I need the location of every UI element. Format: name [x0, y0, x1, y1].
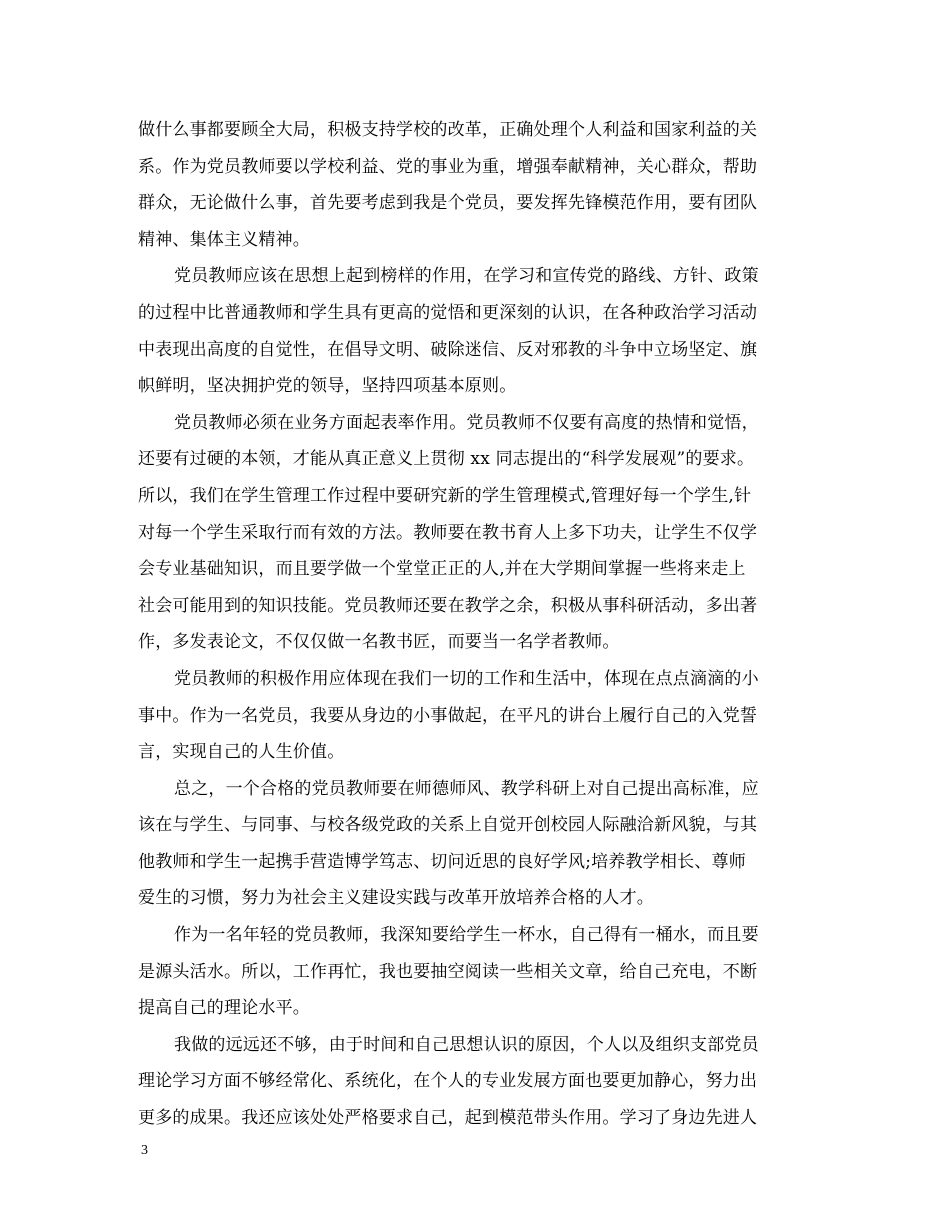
text-line: 言，实现自己的人生价值。	[138, 742, 345, 763]
text-line: 会专业基础知识，而且要学做一个堂堂正正的人,并在大学期间掌握一些将来走上	[138, 559, 746, 580]
text-line: 帜鲜明，坚决拥护党的领导，坚持四项基本原则。	[138, 376, 517, 397]
text-line: 还要有过硬的本领，才能从真正意义上贯彻 xx 同志提出的“科学发展观”的要求。	[138, 449, 755, 470]
text-line: 该在与学生、与同事、与校各级党政的关系上自觉开创校园人际融洽新风貌，与其	[138, 815, 758, 836]
text-line: 提高自己的理论水平。	[138, 998, 310, 1019]
text-line: 事中。作为一名党员，我要从身边的小事做起，在平凡的讲台上履行自己的入党誓	[138, 705, 758, 726]
text-line: 理论学习方面不够经常化、系统化，在个人的专业发展方面也要更加静心，努力出	[138, 1071, 758, 1092]
paragraph-first-line: 总之，一个合格的党员教师要在师德师风、教学科研上对自己提出高标准，应	[174, 778, 759, 799]
text-line: 群众，无论做什么事，首先要考虑到我是个党员，要发挥先锋模范作用，要有团队	[138, 193, 758, 214]
text-line: 社会可能用到的知识技能。党员教师还要在教学之余，积极从事科研活动，多出著	[138, 595, 758, 616]
paragraph-first-line: 党员教师的积极作用应体现在我们一切的工作和生活中，体现在点点滴滴的小	[174, 668, 759, 689]
document-body	[138, 112, 824, 1137]
paragraph-first-line: 我做的远远还不够，由于时间和自己思想认识的原因，个人以及组织支部党员	[174, 1034, 759, 1055]
text-line: 是源头活水。所以，工作再忙，我也要抽空阅读一些相关文章，给自己充电，不断	[138, 961, 758, 982]
text-line: 对每一个学生采取行而有效的方法。教师要在教书育人上多下功夫，让学生不仅学	[138, 522, 758, 543]
text-line: 他教师和学生一起携手营造博学笃志、切问近思的良好学风;培养教学相长、尊师	[138, 851, 746, 872]
text-line: 爱生的习惯，努力为社会主义建设实践与改革开放培养合格的人才。	[138, 888, 654, 909]
page-number: 3	[141, 1143, 148, 1158]
text-line: 的过程中比普通教师和学生具有更高的觉悟和更深刻的认识，在各种政治学习活动	[138, 302, 758, 323]
paragraph-first-line: 党员教师应该在思想上起到榜样的作用，在学习和宣传党的路线、方针、政策	[174, 266, 759, 287]
text-line: 更多的成果。我还应该处处严格要求自己，起到模范带头作用。学习了身边先进人	[138, 1108, 758, 1129]
text-line: 作，多发表论文，不仅仅做一名教书匠，而要当一名学者教师。	[138, 632, 620, 653]
text-line: 所以，我们在学生管理工作过程中要研究新的学生管理模式,管理好每一个学生,针	[138, 485, 752, 506]
text-line: 系。作为党员教师要以学校利益、党的事业为重，增强奉献精神，关心群众，帮助	[138, 156, 758, 177]
paragraph-first-line: 作为一名年轻的党员教师，我深知要给学生一杯水，自己得有一桶水，而且要	[174, 925, 759, 946]
text-line: 精神、集体主义精神。	[138, 229, 310, 250]
text-line: 做什么事都要顾全大局，积极支持学校的改革，正确处理个人利益和国家利益的关	[138, 120, 758, 140]
text-line: 中表现出高度的自觉性，在倡导文明、破除迷信、反对邪教的斗争中立场坚定、旗	[138, 339, 758, 360]
paragraph-first-line: 党员教师必须在业务方面起表率作用。党员教师不仅要有高度的热情和觉悟，	[174, 412, 759, 433]
